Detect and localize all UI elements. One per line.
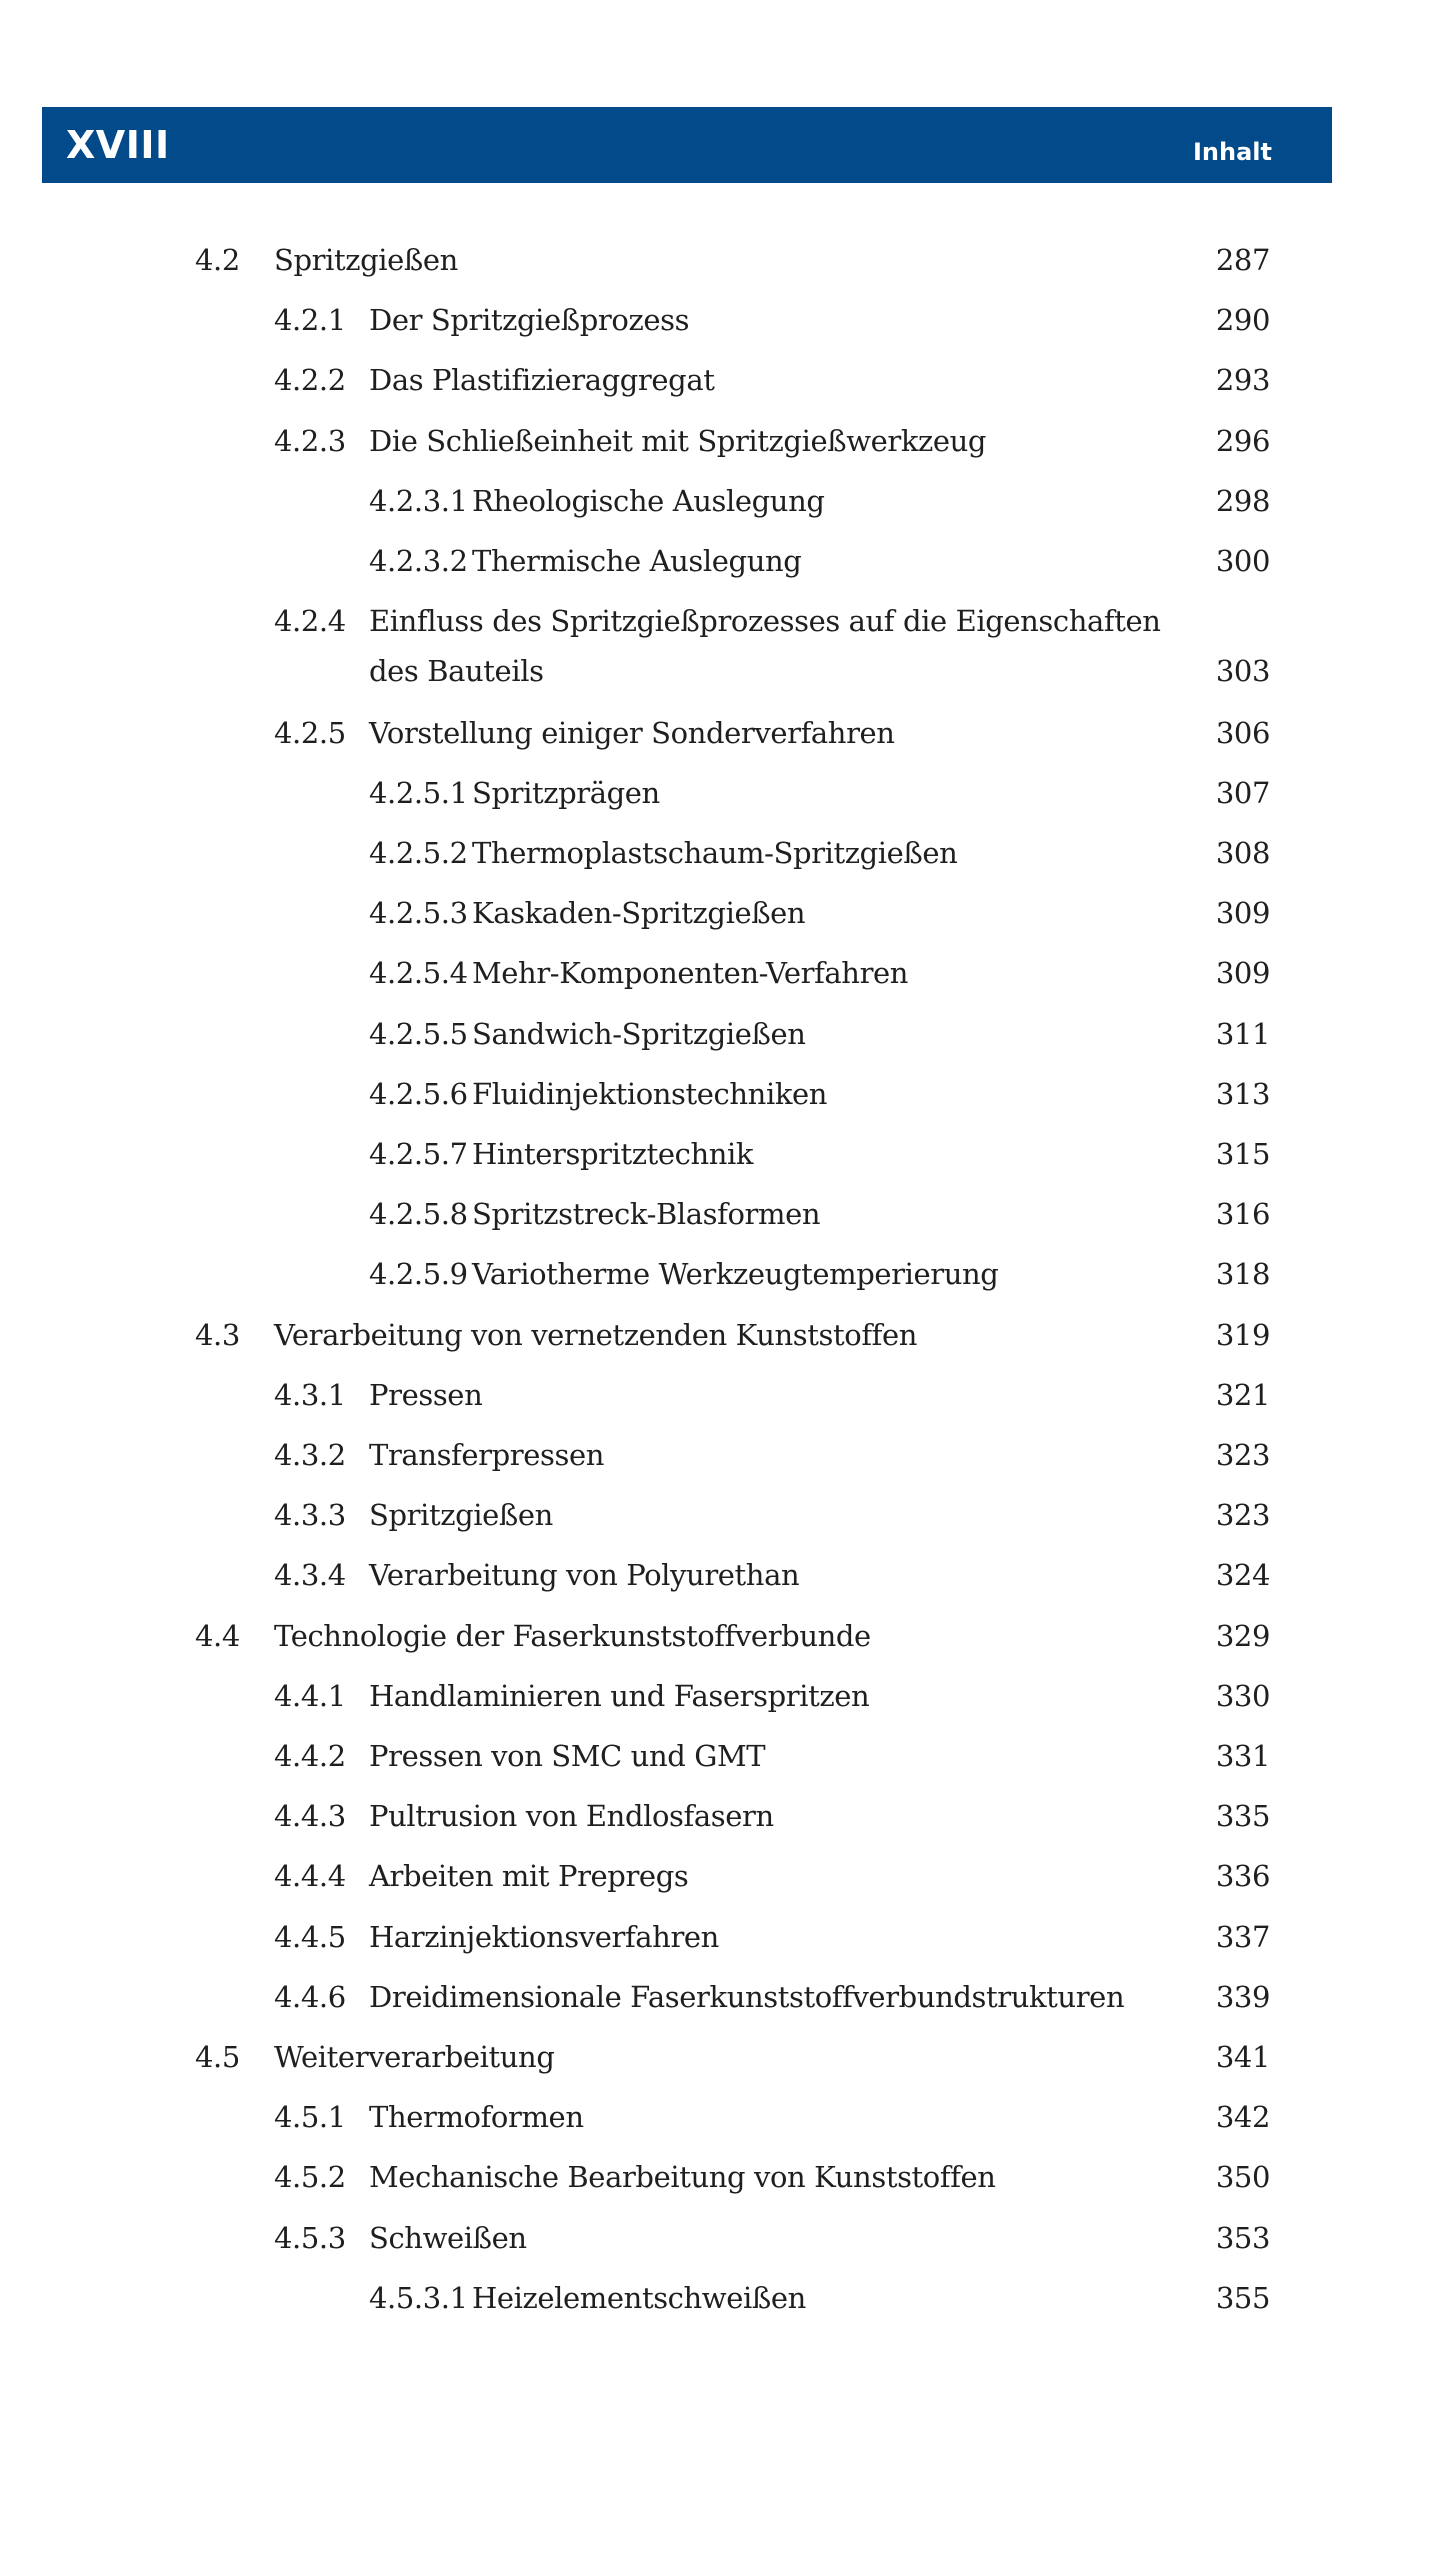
dot-leader (879, 1614, 1187, 1658)
toc-entry[interactable] (0, 1915, 1445, 1959)
toc-entry-page: 318 (1215, 1257, 1270, 1292)
toc-entry-title: Fluidinjektionstechniken (472, 1072, 835, 1116)
toc-entry-number: 4.5.1 (274, 2100, 346, 2135)
toc-entry-page: 293 (1215, 363, 1270, 398)
toc-entry-page: 319 (1215, 1317, 1270, 1352)
dot-leader (807, 1553, 1187, 1597)
toc-entry-number: 4.5.2 (274, 2160, 346, 2195)
toc-entry[interactable] (0, 1252, 1445, 1296)
toc-entry-title: Pultrusion von Endlosfasern (369, 1794, 782, 1838)
dot-leader (925, 1313, 1187, 1357)
toc-entry-title: Vorstellung einiger Sonderverfahren (369, 711, 903, 755)
dot-leader (1006, 1252, 1187, 1296)
toc-entry-title: Mechanische Bearbeitung von Kunststoffen (369, 2155, 1004, 2199)
toc-entry-title: Kaskaden-Spritzgießen (472, 891, 813, 935)
toc-entry-page: 342 (1215, 2100, 1270, 2135)
toc-entry-number: 4.3.4 (274, 1558, 346, 1593)
section-title: Inhalt (1193, 138, 1272, 166)
toc-entry-title: Das Plastifizieraggregat (369, 358, 722, 402)
toc-entry[interactable] (0, 1192, 1445, 1236)
toc-entry-title: Rheologische Auslegung (472, 479, 833, 523)
toc-entry-page: 308 (1215, 835, 1270, 870)
toc-entry-title: Handlaminieren und Faserspritzen (369, 1674, 877, 1718)
toc-entry[interactable] (0, 2216, 1445, 2260)
toc-entry-number: 4.4.3 (274, 1799, 346, 1834)
toc-entry[interactable] (0, 1373, 1445, 1417)
toc-entry[interactable] (0, 1072, 1445, 1116)
dot-leader (727, 1915, 1187, 1959)
toc-entry-number: 4.2.5.8 (369, 1197, 468, 1232)
dot-leader (722, 358, 1187, 402)
toc-entry-number: 4.4.5 (274, 1919, 346, 1954)
dot-leader (813, 891, 1187, 935)
toc-entry-number: 4.2.3 (274, 423, 346, 458)
toc-entry[interactable] (0, 419, 1445, 463)
toc-entry-title: Arbeiten mit Prepregs (369, 1854, 696, 1898)
toc-entry-page: 306 (1215, 715, 1270, 750)
toc-entry-title: des Bauteils (369, 649, 552, 693)
toc-entry-page: 329 (1215, 1618, 1270, 1653)
toc-entry-page: 313 (1215, 1076, 1270, 1111)
toc-entry-number: 4.4.4 (274, 1859, 346, 1894)
toc-entry[interactable] (0, 1734, 1445, 1778)
toc-entry-title-line1: Einfluss des Spritzgießprozesses auf die Eigenschaften (369, 604, 1161, 639)
toc-entry-number: 4.2 (195, 243, 240, 277)
toc-entry-page: 337 (1215, 1919, 1270, 1954)
dot-leader (916, 951, 1187, 995)
toc-entry-number: 4.5 (195, 2039, 240, 2074)
toc-entry-title: Der Spritzgießprozess (369, 298, 697, 342)
toc-entry-title: Verarbeitung von vernetzenden Kunststoffen (274, 1313, 925, 1357)
toc-entry-title: Technologie der Faserkunststoffverbunde (274, 1614, 879, 1658)
toc-entry-page: 324 (1215, 1558, 1270, 1593)
toc-entry[interactable] (0, 1493, 1445, 1537)
dot-leader (696, 1854, 1187, 1898)
toc-entry-page: 309 (1215, 956, 1270, 991)
toc-entry[interactable] (0, 1553, 1445, 1597)
toc-entry-number: 4.4 (195, 1618, 240, 1653)
toc-entry-title: Spritzstreck-Blasformen (472, 1192, 828, 1236)
toc-entry-number: 4.4.6 (274, 1979, 346, 2014)
toc-entry[interactable] (0, 1674, 1445, 1718)
toc-entry[interactable] (0, 1313, 1445, 1357)
toc-entry-page: 287 (1215, 243, 1270, 277)
toc-entry-number: 4.2.5.2 (369, 835, 468, 870)
toc-entry-number: 4.2.5.1 (369, 775, 468, 810)
toc-entry-number: 4.2.5.7 (369, 1136, 468, 1171)
dot-leader (697, 298, 1187, 342)
toc-entry-number: 4.2.5.4 (369, 956, 468, 991)
dot-leader (466, 238, 1187, 282)
toc-entry[interactable] (0, 891, 1445, 935)
toc-entry-page: 353 (1215, 2220, 1270, 2255)
toc-entry-page: 323 (1215, 1498, 1270, 1533)
toc-entry[interactable] (0, 358, 1445, 402)
dot-leader (1004, 2155, 1187, 2199)
dot-leader (490, 1373, 1187, 1417)
toc-entry-page: 335 (1215, 1799, 1270, 1834)
toc-entry[interactable] (0, 2095, 1445, 2139)
toc-entry-number: 4.2.2 (274, 363, 346, 398)
running-header (42, 107, 1332, 183)
dot-leader (835, 1072, 1187, 1116)
toc-entry-title: Pressen (369, 1373, 490, 1417)
toc-entry-title: Pressen von SMC und GMT (369, 1734, 773, 1778)
dot-leader (592, 2095, 1187, 2139)
toc-entry-page: 339 (1215, 1979, 1270, 2014)
dot-leader (903, 711, 1187, 755)
toc-entry-number: 4.2.3.1 (369, 483, 468, 518)
toc-entry-page: 311 (1215, 1016, 1270, 1051)
toc-entry-number: 4.2.1 (274, 303, 346, 338)
toc-entry-page: 321 (1215, 1377, 1270, 1412)
toc-entry-title: Spritzgießen (369, 1493, 561, 1537)
toc-entry-page: 296 (1215, 423, 1270, 458)
dot-leader (552, 649, 1187, 693)
dot-leader (668, 771, 1187, 815)
toc-entry[interactable] (0, 711, 1445, 755)
toc-entry-title: Weiterverarbeitung (274, 2035, 563, 2079)
toc-entry-number: 4.2.5.6 (369, 1076, 468, 1111)
toc-entry-number: 4.3.2 (274, 1437, 346, 1472)
toc-entry-title: Sandwich-Spritzgießen (472, 1012, 814, 1056)
toc-entry-title: Thermoformen (369, 2095, 592, 2139)
toc-entry-number: 4.2.4 (274, 604, 346, 639)
toc-entry-title: Hinterspritztechnik (472, 1132, 761, 1176)
toc-entry[interactable] (0, 1433, 1445, 1477)
toc-entry[interactable] (0, 951, 1445, 995)
dot-leader (561, 1493, 1187, 1537)
toc-entry-number: 4.5.3.1 (369, 2280, 468, 2315)
dot-leader (563, 2035, 1188, 2079)
dot-leader (833, 479, 1187, 523)
dot-leader (782, 1794, 1187, 1838)
toc-entry[interactable] (0, 2035, 1445, 2079)
dot-leader (761, 1132, 1187, 1176)
toc-entry-number: 4.3.3 (274, 1498, 346, 1533)
toc-entry-number: 4.3.1 (274, 1377, 346, 1412)
toc-entry[interactable] (0, 831, 1445, 875)
dot-leader (1132, 1975, 1187, 2019)
toc-entry-title: Dreidimensionale Faserkunststoffverbundstrukturen (369, 1975, 1132, 2019)
toc-entry[interactable] (0, 2276, 1445, 2320)
page-number: XVIII (66, 123, 170, 167)
toc-entry-page: 331 (1215, 1738, 1270, 1773)
toc-entry-title: Spritzgießen (274, 238, 466, 282)
toc-entry-page: 323 (1215, 1437, 1270, 1472)
toc-entry-page: 309 (1215, 896, 1270, 931)
toc-entry[interactable] (0, 298, 1445, 342)
toc-entry[interactable] (0, 1132, 1445, 1176)
toc-entry-title: Mehr-Komponenten-Verfahren (472, 951, 916, 995)
toc-entry-title: Heizelementschweißen (472, 2276, 814, 2320)
toc-entry-title: Thermoplastschaum-Spritzgießen (472, 831, 965, 875)
toc-entry-title: Die Schließeinheit mit Spritzgießwerkzeug (369, 419, 994, 463)
toc-entry-number: 4.4.1 (274, 1678, 346, 1713)
toc-entry-number: 4.2.5.5 (369, 1016, 468, 1051)
toc-entry-number: 4.4.2 (274, 1738, 346, 1773)
toc-entry[interactable] (0, 771, 1445, 815)
toc-entry-number: 4.2.5.9 (369, 1257, 468, 1292)
toc-entry-number: 4.3 (195, 1317, 240, 1352)
toc-entry[interactable] (0, 2155, 1445, 2199)
dot-leader (612, 1433, 1187, 1477)
toc-entry-page: 330 (1215, 1678, 1270, 1713)
dot-leader (828, 1192, 1187, 1236)
dot-leader (773, 1734, 1187, 1778)
toc-entry[interactable] (0, 479, 1445, 523)
toc-entry-title: Variotherme Werkzeugtemperierung (472, 1252, 1006, 1296)
toc-entry-page: 307 (1215, 775, 1270, 810)
toc-entry[interactable] (0, 1975, 1445, 2019)
toc-entry-title: Thermische Auslegung (472, 539, 809, 583)
toc-entry-page: 316 (1215, 1197, 1270, 1232)
toc-entry[interactable] (0, 238, 1445, 282)
toc-entry-title: Verarbeitung von Polyurethan (369, 1553, 807, 1597)
toc-entry-title: Harzinjektionsverfahren (369, 1915, 727, 1959)
toc-entry[interactable] (0, 599, 1445, 695)
toc-entry-title: Spritzprägen (472, 771, 668, 815)
toc-entry-number: 4.2.5 (274, 715, 346, 750)
toc-entry-page: 298 (1215, 483, 1270, 518)
toc-entry-page: 341 (1215, 2039, 1270, 2074)
toc-entry[interactable] (0, 539, 1445, 583)
dot-leader (814, 1012, 1187, 1056)
toc-entry-page: 336 (1215, 1859, 1270, 1894)
dot-leader (965, 831, 1187, 875)
dot-leader (877, 1674, 1187, 1718)
toc-entry[interactable] (0, 1854, 1445, 1898)
toc-entry[interactable] (0, 1794, 1445, 1838)
toc-entry-page: 300 (1215, 544, 1270, 578)
toc-entry-number: 4.5.3 (274, 2220, 346, 2255)
toc-entry-number: 4.2.5.3 (369, 896, 468, 931)
toc-entry-page: 350 (1215, 2160, 1270, 2195)
dot-leader (809, 539, 1187, 583)
dot-leader (814, 2276, 1187, 2320)
dot-leader (994, 419, 1187, 463)
toc-entry[interactable] (0, 1012, 1445, 1056)
dot-leader (535, 2216, 1187, 2260)
toc-entry[interactable] (0, 1614, 1445, 1658)
toc-entry-page: 303 (1215, 654, 1270, 689)
toc-entry-number: 4.2.3.2 (369, 544, 468, 578)
toc-entry-title: Schweißen (369, 2216, 535, 2260)
toc-entry-page: 290 (1215, 303, 1270, 338)
toc-entry-title: Transferpressen (369, 1433, 612, 1477)
toc-entry-page: 315 (1215, 1136, 1270, 1171)
toc-entry-page: 355 (1215, 2280, 1270, 2315)
